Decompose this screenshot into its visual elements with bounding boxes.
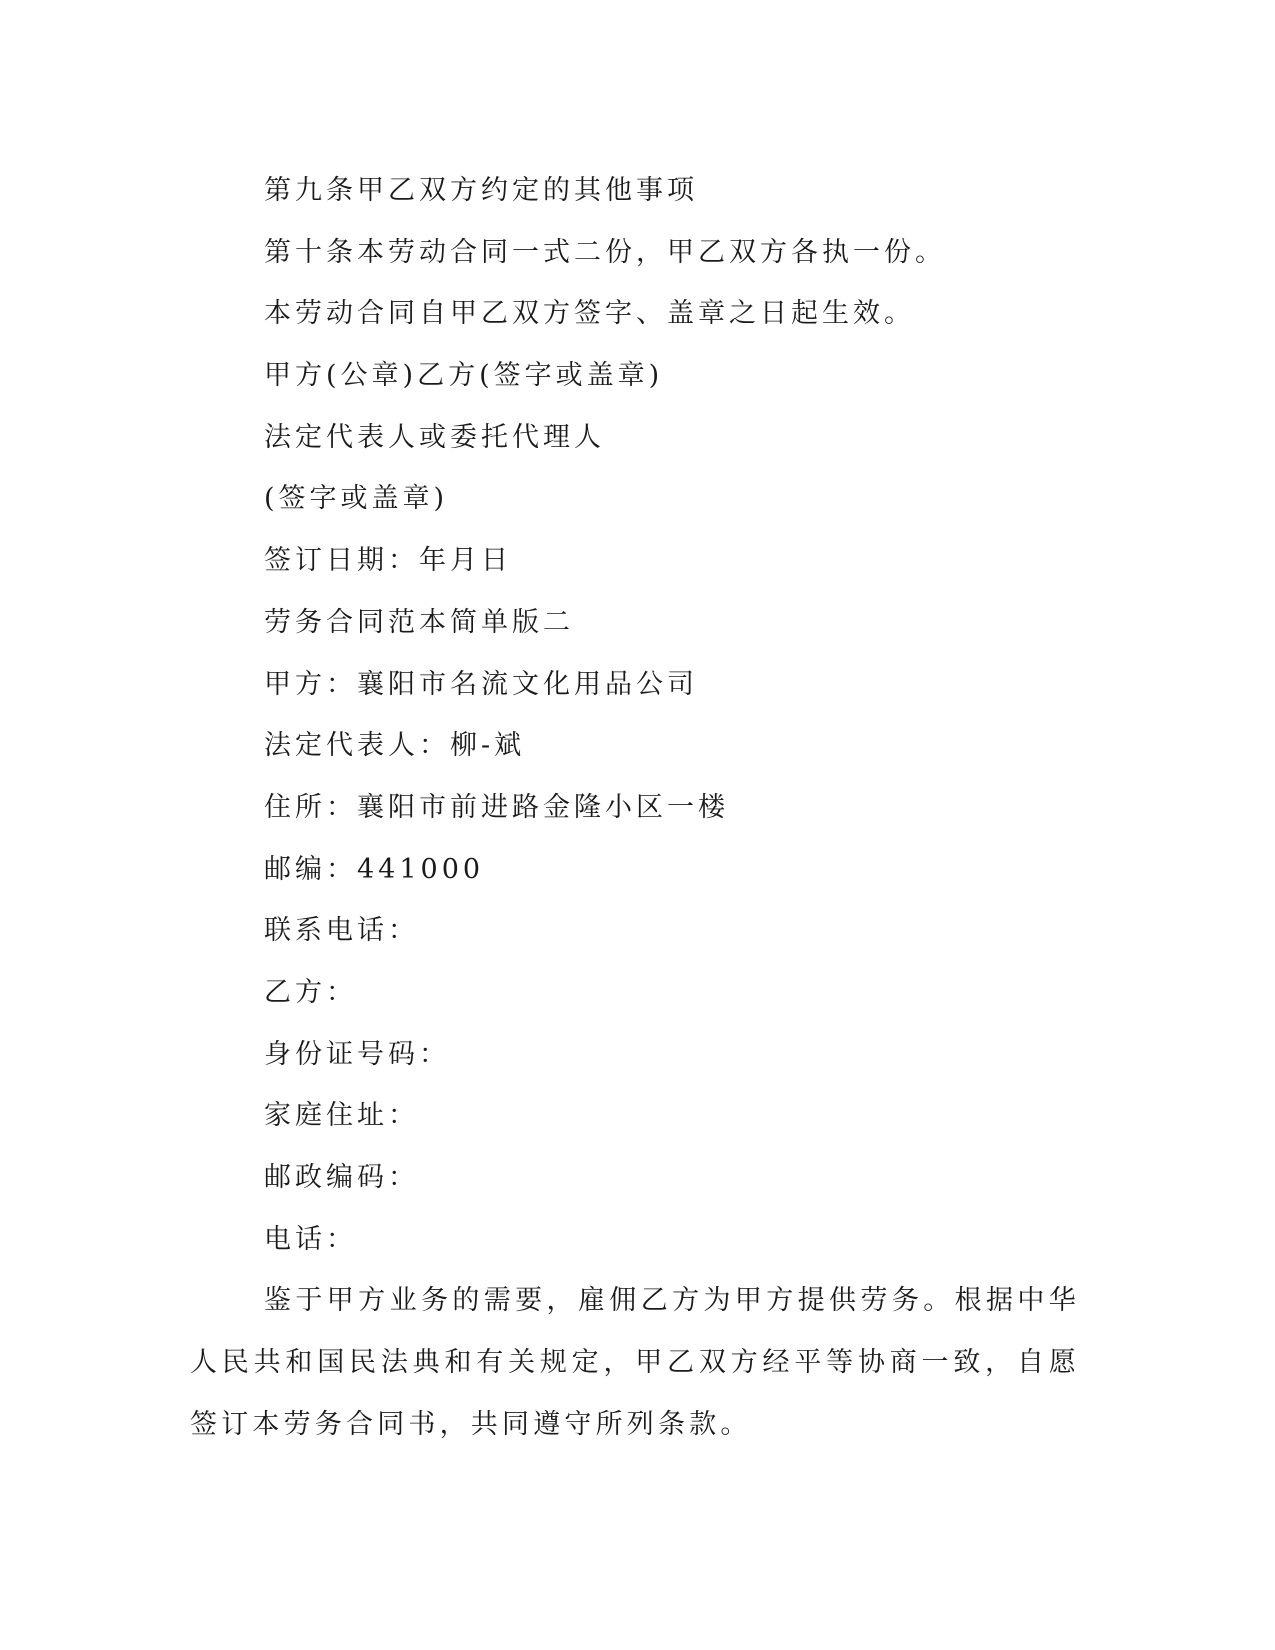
effective-statement: 本劳动合同自甲乙双方签字、盖章之日起生效。 [264,298,915,330]
party-b-home-address: 家庭住址： [264,1100,419,1132]
document-body [190,160,1080,1455]
clause-nine: 第九条甲乙双方约定的其他事项 [264,175,698,206]
party-a-representative: 法定代表人：柳-斌 [264,730,526,762]
preamble-paragraph: 鉴于甲方业务的需要，雇佣乙方为甲方提供劳务。根据中华人民共和国民法典和有关规定，甲乙双方经平等协商一致，自愿签订本劳务合同书，共同遵守所列条款。 [190,1285,1080,1440]
party-b-name: 乙方： [264,976,357,1008]
party-b-postcode: 邮政编码： [264,1162,419,1193]
legal-representative-line: 法定代表人或委托代理人 [264,421,605,453]
party-b-id-number: 身份证号码： [264,1038,450,1070]
party-b-phone: 电话： [264,1223,357,1255]
party-a-postcode: 邮编：441000 [264,853,485,885]
party-a-address: 住所：襄阳市前进路金隆小区一楼 [264,791,729,823]
contract-title-two: 劳务合同范本简单版二 [264,606,574,638]
signing-date: 签订日期：年月日 [264,545,512,577]
signature-parties: 甲方(公章)乙方(签字或盖章) [264,360,664,392]
party-a-name: 甲方：襄阳市名流文化用品公司 [264,668,698,700]
clause-ten: 第十条本劳动合同一式二份，甲乙双方各执一份。 [264,236,946,268]
sign-or-seal-line: (签字或盖章) [264,483,449,515]
party-a-phone: 联系电话： [264,915,419,947]
